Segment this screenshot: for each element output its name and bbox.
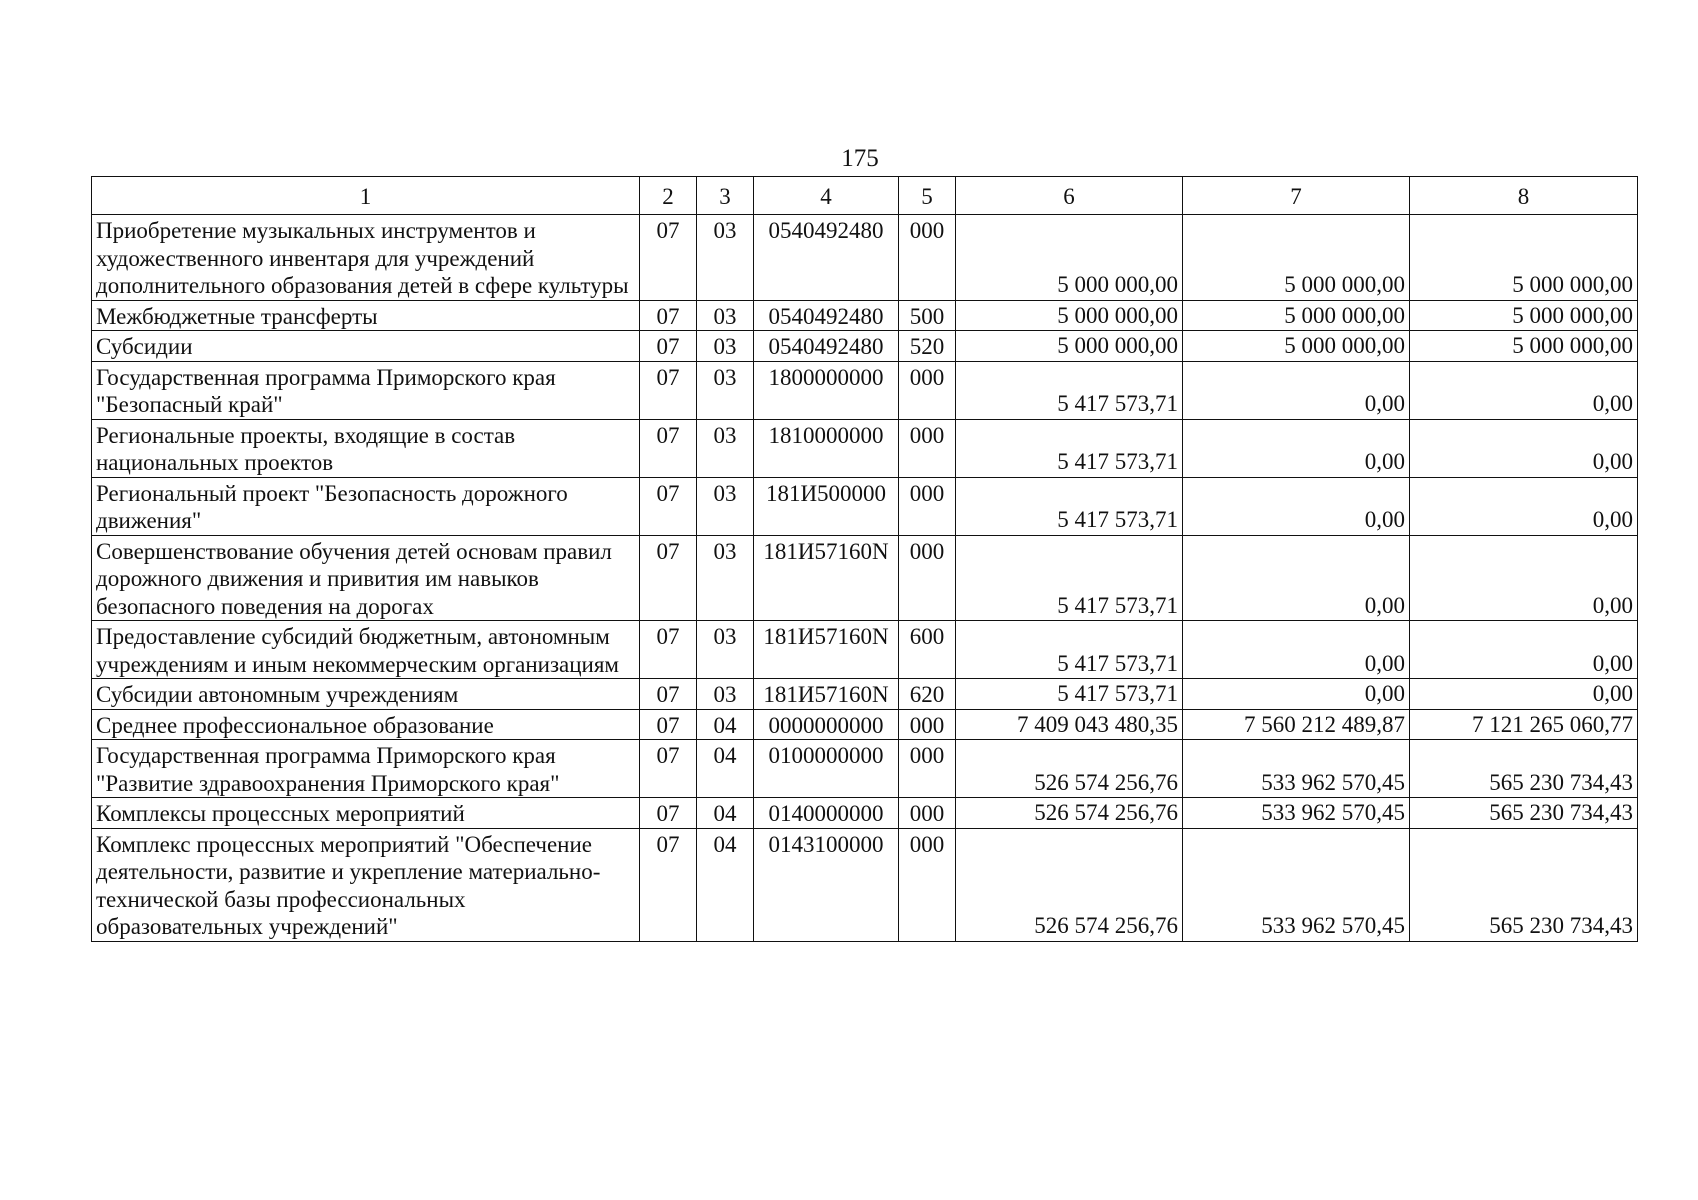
amount-col6: 526 574 256,76	[956, 798, 1183, 829]
expense-type-code: 620	[899, 679, 956, 710]
target-article-code: 0540492480	[754, 331, 899, 362]
amount-col6: 5 000 000,00	[956, 331, 1183, 362]
amount-col7: 5 000 000,00	[1183, 300, 1410, 331]
row-name: Субсидии автономным учреждениям	[92, 679, 640, 710]
amount-col8: 0,00	[1410, 477, 1638, 535]
amount-col8: 5 000 000,00	[1410, 300, 1638, 331]
expense-type-code: 000	[899, 709, 956, 740]
expense-type-code: 000	[899, 419, 956, 477]
subsection-code: 03	[697, 535, 754, 621]
column-header: 3	[697, 177, 754, 215]
column-header: 5	[899, 177, 956, 215]
amount-col6: 526 574 256,76	[956, 828, 1183, 941]
row-name: Приобретение музыкальных инструментов и художественного инвентаря для учреждений дополнительного образования детей в сфере культуры	[92, 215, 640, 301]
table-row	[92, 798, 1638, 829]
amount-col8: 565 230 734,43	[1410, 828, 1638, 941]
expense-type-code: 000	[899, 535, 956, 621]
amount-col6: 5 417 573,71	[956, 361, 1183, 419]
section-code: 07	[640, 331, 697, 362]
amount-col8: 0,00	[1410, 621, 1638, 679]
row-name: Государственная программа Приморского края "Безопасный край"	[92, 361, 640, 419]
amount-col7: 7 560 212 489,87	[1183, 709, 1410, 740]
amount-col7: 0,00	[1183, 621, 1410, 679]
amount-col6: 5 417 573,71	[956, 419, 1183, 477]
amount-col6: 5 417 573,71	[956, 535, 1183, 621]
table-row	[92, 419, 1638, 477]
target-article-code: 181И500000	[754, 477, 899, 535]
row-name: Совершенствование обучения детей основам правил дорожного движения и привития им навыков безопасного поведения на дорогах	[92, 535, 640, 621]
amount-col7: 5 000 000,00	[1183, 331, 1410, 362]
section-code: 07	[640, 679, 697, 710]
section-code: 07	[640, 300, 697, 331]
subsection-code: 04	[697, 740, 754, 798]
expense-type-code: 000	[899, 740, 956, 798]
expense-type-code: 500	[899, 300, 956, 331]
amount-col7: 5 000 000,00	[1183, 215, 1410, 301]
section-code: 07	[640, 621, 697, 679]
expense-type-code: 600	[899, 621, 956, 679]
page-number: 175	[841, 145, 879, 172]
section-code: 07	[640, 477, 697, 535]
section-code: 07	[640, 740, 697, 798]
section-code: 07	[640, 828, 697, 941]
amount-col8: 0,00	[1410, 361, 1638, 419]
expense-type-code: 520	[899, 331, 956, 362]
header-row	[92, 177, 1638, 215]
table-row	[92, 679, 1638, 710]
subsection-code: 03	[697, 679, 754, 710]
subsection-code: 04	[697, 828, 754, 941]
table-row	[92, 477, 1638, 535]
target-article-code: 1800000000	[754, 361, 899, 419]
column-header: 8	[1410, 177, 1638, 215]
target-article-code: 1810000000	[754, 419, 899, 477]
column-header: 7	[1183, 177, 1410, 215]
target-article-code: 181И57160N	[754, 679, 899, 710]
row-name: Межбюджетные трансферты	[92, 300, 640, 331]
amount-col7: 0,00	[1183, 535, 1410, 621]
section-code: 07	[640, 798, 697, 829]
amount-col7: 0,00	[1183, 419, 1410, 477]
target-article-code: 181И57160N	[754, 621, 899, 679]
row-name: Региональный проект "Безопасность дорожного движения"	[92, 477, 640, 535]
amount-col8: 0,00	[1410, 679, 1638, 710]
amount-col6: 7 409 043 480,35	[956, 709, 1183, 740]
row-name: Комплексы процессных мероприятий	[92, 798, 640, 829]
subsection-code: 03	[697, 621, 754, 679]
table-row	[92, 535, 1638, 621]
row-name: Среднее профессиональное образование	[92, 709, 640, 740]
column-header: 1	[92, 177, 640, 215]
table-row	[92, 300, 1638, 331]
amount-col8: 565 230 734,43	[1410, 740, 1638, 798]
amount-col6: 5 000 000,00	[956, 215, 1183, 301]
column-header: 2	[640, 177, 697, 215]
section-code: 07	[640, 419, 697, 477]
section-code: 07	[640, 215, 697, 301]
expense-type-code: 000	[899, 215, 956, 301]
column-header: 6	[956, 177, 1183, 215]
amount-col7: 0,00	[1183, 361, 1410, 419]
target-article-code: 0540492480	[754, 300, 899, 331]
expense-type-code: 000	[899, 361, 956, 419]
budget-table	[91, 176, 1638, 942]
section-code: 07	[640, 535, 697, 621]
row-name: Субсидии	[92, 331, 640, 362]
section-code: 07	[640, 709, 697, 740]
amount-col7: 0,00	[1183, 477, 1410, 535]
subsection-code: 04	[697, 798, 754, 829]
subsection-code: 03	[697, 361, 754, 419]
amount-col6: 5 417 573,71	[956, 679, 1183, 710]
target-article-code: 0540492480	[754, 215, 899, 301]
amount-col8: 0,00	[1410, 419, 1638, 477]
row-name: Предоставление субсидий бюджетным, автономным учреждениям и иным некоммерческим организациям	[92, 621, 640, 679]
amount-col8: 7 121 265 060,77	[1410, 709, 1638, 740]
amount-col7: 533 962 570,45	[1183, 798, 1410, 829]
subsection-code: 03	[697, 331, 754, 362]
subsection-code: 04	[697, 709, 754, 740]
amount-col8: 565 230 734,43	[1410, 798, 1638, 829]
amount-col7: 533 962 570,45	[1183, 740, 1410, 798]
table-row	[92, 709, 1638, 740]
amount-col8: 5 000 000,00	[1410, 331, 1638, 362]
target-article-code: 0143100000	[754, 828, 899, 941]
expense-type-code: 000	[899, 798, 956, 829]
table-row	[92, 740, 1638, 798]
column-header: 4	[754, 177, 899, 215]
amount-col7: 533 962 570,45	[1183, 828, 1410, 941]
expense-type-code: 000	[899, 477, 956, 535]
section-code: 07	[640, 361, 697, 419]
amount-col6: 5 417 573,71	[956, 477, 1183, 535]
table-row	[92, 828, 1638, 941]
subsection-code: 03	[697, 477, 754, 535]
target-article-code: 0000000000	[754, 709, 899, 740]
table-row	[92, 621, 1638, 679]
subsection-code: 03	[697, 215, 754, 301]
amount-col6: 526 574 256,76	[956, 740, 1183, 798]
subsection-code: 03	[697, 300, 754, 331]
target-article-code: 181И57160N	[754, 535, 899, 621]
row-name: Региональные проекты, входящие в состав национальных проектов	[92, 419, 640, 477]
row-name: Комплекс процессных мероприятий "Обеспечение деятельности, развитие и укрепление материально-технической базы профессиональных образовательных учреждений"	[92, 828, 640, 941]
subsection-code: 03	[697, 419, 754, 477]
amount-col6: 5 000 000,00	[956, 300, 1183, 331]
amount-col8: 5 000 000,00	[1410, 215, 1638, 301]
target-article-code: 0140000000	[754, 798, 899, 829]
table-row	[92, 361, 1638, 419]
amount-col6: 5 417 573,71	[956, 621, 1183, 679]
amount-col8: 0,00	[1410, 535, 1638, 621]
table-row	[92, 331, 1638, 362]
expense-type-code: 000	[899, 828, 956, 941]
row-name: Государственная программа Приморского края "Развитие здравоохранения Приморского края"	[92, 740, 640, 798]
table-row	[92, 215, 1638, 301]
target-article-code: 0100000000	[754, 740, 899, 798]
amount-col7: 0,00	[1183, 679, 1410, 710]
